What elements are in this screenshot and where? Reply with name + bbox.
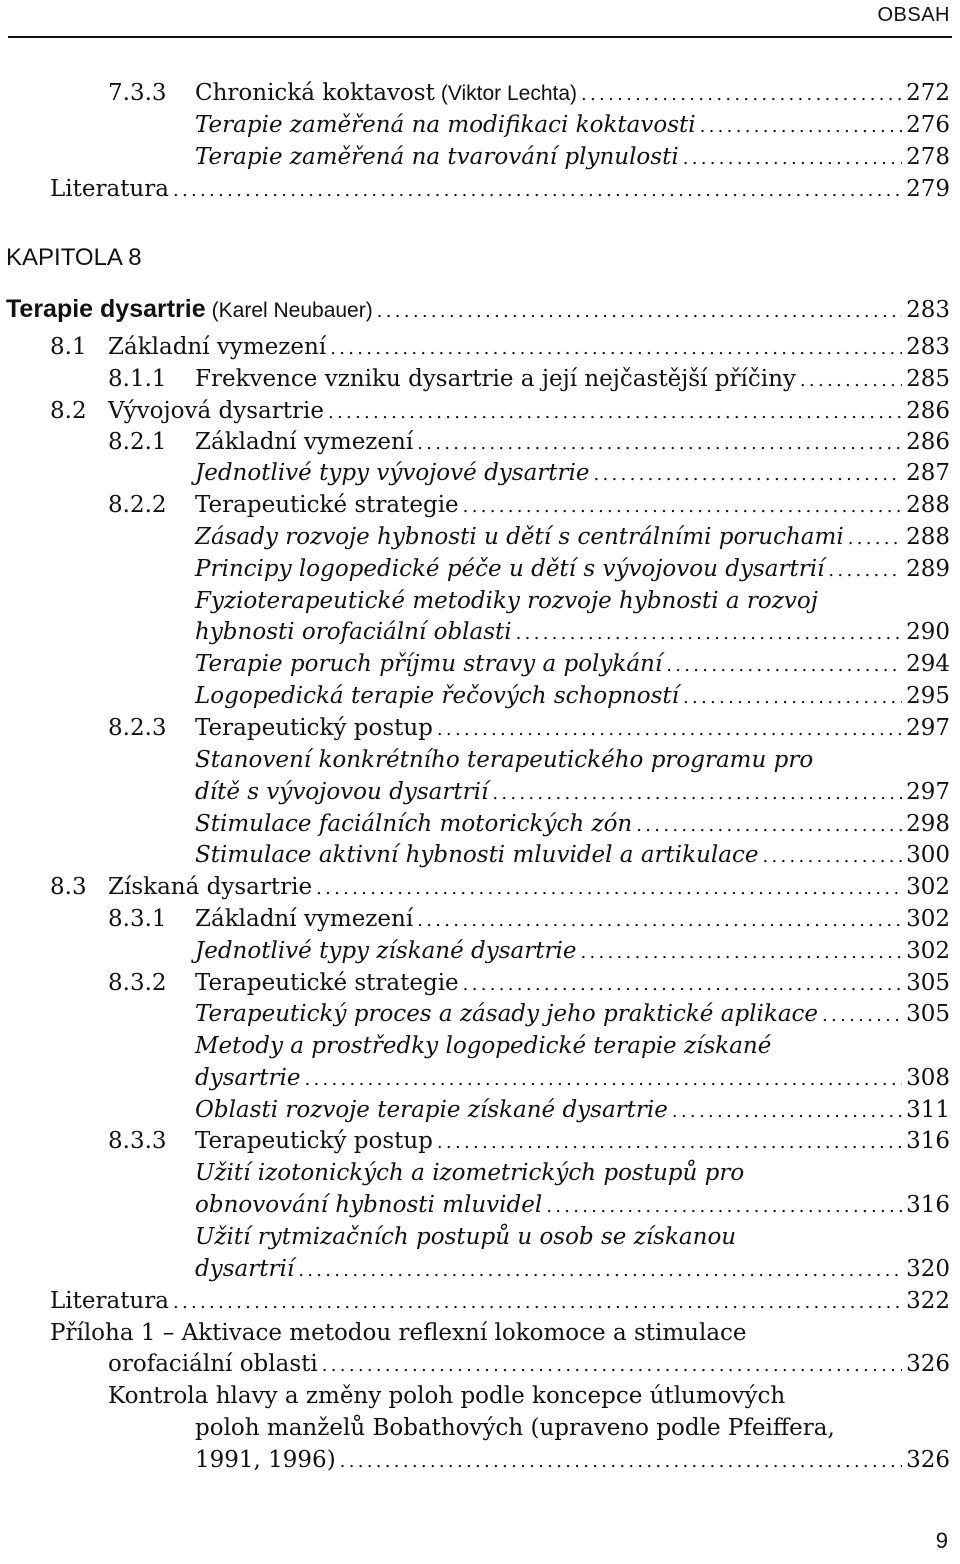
entry-number: 8.2.2 bbox=[108, 492, 167, 518]
toc-entry[interactable] bbox=[195, 458, 950, 489]
entry-title: Terapie poruch příjmu stravy a polykání bbox=[195, 651, 663, 677]
toc-entry[interactable] bbox=[195, 968, 950, 999]
entry-title: Jednotlivé typy vývojové dysartrie bbox=[195, 460, 590, 486]
running-header: OBSAH bbox=[877, 4, 950, 26]
leader-dots bbox=[330, 333, 902, 364]
entry-page: 290 bbox=[906, 619, 950, 645]
toc-entry[interactable] bbox=[195, 1190, 950, 1221]
entry-title: Terapeutický postup bbox=[195, 715, 433, 741]
leader-dots bbox=[666, 650, 902, 681]
toc-entry[interactable] bbox=[195, 1254, 950, 1285]
entry-number: 8.1.1 bbox=[108, 366, 167, 392]
entry-title: Terapeutické strategie bbox=[195, 492, 459, 518]
toc-entry-continued: poloh manželů Bobathových (upraveno podle Pfeiffera, bbox=[195, 1415, 835, 1441]
entry-page: 316 bbox=[906, 1128, 950, 1154]
entry-title: Jednotlivé typy získané dysartrie bbox=[195, 938, 577, 964]
toc-entry[interactable] bbox=[195, 110, 950, 141]
entry-page: 322 bbox=[906, 1288, 950, 1314]
toc-entry[interactable] bbox=[195, 809, 950, 840]
entry-title: 1991, 1996) bbox=[195, 1447, 336, 1473]
leader-dots bbox=[304, 1064, 902, 1095]
entry-page: 283 bbox=[906, 334, 950, 360]
leader-dots bbox=[173, 1287, 902, 1318]
entry-title: hybnosti orofaciální oblasti bbox=[195, 619, 512, 645]
toc-entry[interactable] bbox=[195, 840, 950, 871]
leader-dots bbox=[328, 397, 902, 428]
leader-dots bbox=[322, 1350, 902, 1381]
entry-page: 288 bbox=[906, 492, 950, 518]
entry-title: Základní vymezení bbox=[108, 334, 327, 360]
page-number: 9 bbox=[935, 1528, 948, 1553]
entry-title: Vývojová dysartrie bbox=[108, 398, 324, 424]
toc-entry[interactable] bbox=[195, 427, 950, 458]
entry-title: Terapeutický proces a zásady jeho praktické aplikace bbox=[195, 1001, 819, 1027]
entry-page: 283 bbox=[906, 297, 950, 323]
entry-page: 279 bbox=[906, 176, 950, 202]
entry-page: 305 bbox=[906, 1001, 950, 1027]
toc-entry[interactable] bbox=[195, 490, 950, 521]
entry-number: 7.3.3 bbox=[108, 80, 167, 106]
toc-entry[interactable] bbox=[108, 396, 950, 427]
entry-page: 302 bbox=[906, 874, 950, 900]
header-rule bbox=[8, 36, 952, 38]
leader-dots bbox=[463, 969, 902, 1000]
entry-number: 8.3.3 bbox=[108, 1128, 167, 1154]
entry-page: 297 bbox=[906, 779, 950, 805]
toc-entry-continued: Užití rytmizačních postupů u osob se získanou bbox=[195, 1224, 737, 1250]
toc-entry[interactable] bbox=[50, 174, 950, 205]
entry-title: Terapie zaměřená na modifikaci koktavosti bbox=[195, 112, 696, 138]
leader-dots bbox=[848, 523, 902, 554]
entry-page: 326 bbox=[906, 1351, 950, 1377]
leader-dots bbox=[437, 714, 902, 745]
entry-page: 302 bbox=[906, 938, 950, 964]
entry-title: Terapeutické strategie bbox=[195, 970, 459, 996]
leader-dots bbox=[636, 810, 902, 841]
toc-entry-continued: Stanovení konkrétního terapeutického programu pro bbox=[195, 747, 814, 773]
toc-entry[interactable] bbox=[108, 872, 950, 903]
leader-dots bbox=[417, 905, 902, 936]
entry-title: Terapeutický postup bbox=[195, 1128, 433, 1154]
entry-title: dysartrie bbox=[195, 1065, 301, 1091]
toc-entry[interactable] bbox=[195, 1063, 950, 1094]
entry-title: Frekvence vzniku dysartrie a její nejčastější příčiny bbox=[195, 366, 796, 392]
entry-title: Principy logopedické péče u dětí s vývojovou dysartrií bbox=[195, 556, 825, 582]
toc-entry[interactable] bbox=[195, 999, 950, 1030]
leader-dots bbox=[700, 111, 902, 142]
chapter-title: Terapie dysartrie bbox=[6, 295, 206, 323]
leader-dots bbox=[492, 778, 902, 809]
leader-dots bbox=[340, 1446, 902, 1477]
toc-entry[interactable] bbox=[108, 1349, 950, 1380]
leader-dots bbox=[683, 143, 902, 174]
entry-page: 311 bbox=[906, 1097, 950, 1123]
entry-page: 295 bbox=[906, 683, 950, 709]
entry-title: Získaná dysartrie bbox=[108, 874, 313, 900]
entry-title: Oblasti rozvoje terapie získané dysartrie bbox=[195, 1097, 668, 1123]
leader-dots bbox=[580, 937, 902, 968]
leader-dots bbox=[463, 491, 902, 522]
leader-dots bbox=[316, 873, 902, 904]
toc-entry[interactable] bbox=[195, 364, 950, 395]
leader-dots bbox=[581, 79, 902, 110]
leader-dots bbox=[672, 1096, 902, 1127]
entry-page: 276 bbox=[906, 112, 950, 138]
toc-entry[interactable] bbox=[195, 1445, 950, 1476]
toc-entry[interactable] bbox=[195, 649, 950, 680]
leader-dots bbox=[683, 682, 902, 713]
toc-entry-chapter[interactable] bbox=[6, 294, 950, 325]
entry-page: 278 bbox=[906, 144, 950, 170]
entry-title: Stimulace aktivní hybnosti mluvidel a artikulace bbox=[195, 842, 759, 868]
entry-title: Literatura bbox=[50, 1288, 169, 1314]
entry-number: 8.2.1 bbox=[108, 429, 167, 455]
entry-page: 308 bbox=[906, 1065, 950, 1091]
entry-page: 326 bbox=[906, 1447, 950, 1473]
leader-dots bbox=[822, 1000, 902, 1031]
entry-page: 297 bbox=[906, 715, 950, 741]
toc-entry[interactable] bbox=[195, 904, 950, 935]
leader-dots bbox=[298, 1255, 902, 1286]
toc-entry[interactable] bbox=[195, 554, 950, 585]
entry-page: 305 bbox=[906, 970, 950, 996]
entry-page: 300 bbox=[906, 842, 950, 868]
entry-page: 320 bbox=[906, 1256, 950, 1282]
toc-entry[interactable] bbox=[195, 936, 950, 967]
entry-author: (Viktor Lechta) bbox=[440, 82, 577, 105]
leader-dots bbox=[516, 618, 902, 649]
entry-number: 8.3 bbox=[50, 874, 87, 900]
entry-title: orofaciální oblasti bbox=[108, 1351, 318, 1377]
leader-dots bbox=[377, 296, 902, 327]
entry-number: 8.2.3 bbox=[108, 715, 167, 741]
leader-dots bbox=[828, 555, 902, 586]
entry-number: 8.3.2 bbox=[108, 970, 167, 996]
toc-entry[interactable] bbox=[195, 777, 950, 808]
toc-entry[interactable] bbox=[195, 681, 950, 712]
leader-dots bbox=[800, 365, 902, 396]
toc-entry[interactable] bbox=[195, 713, 950, 744]
toc-entry-continued: Kontrola hlavy a změny poloh podle koncepce útlumových bbox=[108, 1383, 786, 1409]
entry-page: 288 bbox=[906, 524, 950, 550]
leader-dots bbox=[546, 1191, 902, 1222]
entry-title: dysartrií bbox=[195, 1256, 295, 1282]
toc-entry[interactable] bbox=[108, 332, 950, 363]
entry-title: Stimulace faciálních motorických zón bbox=[195, 811, 633, 837]
toc-entry[interactable] bbox=[50, 1286, 950, 1317]
entry-title: dítě s vývojovou dysartrií bbox=[195, 779, 489, 805]
toc-entry[interactable] bbox=[195, 142, 950, 173]
entry-number: 8.1 bbox=[50, 334, 87, 360]
entry-number: 8.3.1 bbox=[108, 906, 167, 932]
leader-dots bbox=[173, 175, 902, 206]
entry-title: Literatura bbox=[50, 176, 169, 202]
entry-title: Zásady rozvoje hybnosti u dětí s centrálními poruchami bbox=[195, 524, 844, 550]
entry-page: 289 bbox=[906, 556, 950, 582]
entry-title: Základní vymezení bbox=[195, 906, 414, 932]
toc-entry[interactable] bbox=[195, 1126, 950, 1157]
toc-entry[interactable] bbox=[195, 78, 950, 109]
entry-page: 285 bbox=[906, 366, 950, 392]
entry-page: 302 bbox=[906, 906, 950, 932]
leader-dots bbox=[437, 1127, 902, 1158]
toc-entry[interactable] bbox=[195, 1095, 950, 1126]
entry-title: Terapie zaměřená na tvarování plynulosti bbox=[195, 144, 679, 170]
toc-entry-continued: Metody a prostředky logopedické terapie získané bbox=[195, 1033, 772, 1059]
entry-page: 286 bbox=[906, 398, 950, 424]
toc-entry-continued: Užití izotonických a izometrických postupů pro bbox=[195, 1160, 745, 1186]
entry-title: Logopedická terapie řečových schopností bbox=[195, 683, 679, 709]
toc-entry[interactable] bbox=[195, 522, 950, 553]
leader-dots bbox=[762, 841, 902, 872]
entry-page: 316 bbox=[906, 1192, 950, 1218]
chapter-label: KAPITOLA 8 bbox=[6, 244, 142, 271]
entry-page: 272 bbox=[906, 80, 950, 106]
toc-entry-continued: Fyzioterapeutické metodiky rozvoje hybnosti a rozvoj bbox=[195, 588, 818, 614]
entry-title: Chronická koktavost bbox=[195, 80, 435, 106]
entry-title: obnovování hybnosti mluvidel bbox=[195, 1192, 543, 1218]
entry-title: Základní vymezení bbox=[195, 429, 414, 455]
entry-author: (Karel Neubauer) bbox=[211, 299, 373, 322]
entry-page: 287 bbox=[906, 460, 950, 486]
entry-number: 8.2 bbox=[50, 398, 87, 424]
entry-page: 298 bbox=[906, 811, 950, 837]
toc-entry-continued: Příloha 1 – Aktivace metodou reflexní lokomoce a stimulace bbox=[50, 1320, 747, 1346]
entry-page: 294 bbox=[906, 651, 950, 677]
leader-dots bbox=[594, 459, 903, 490]
entry-page: 286 bbox=[906, 429, 950, 455]
toc-entry[interactable] bbox=[195, 617, 950, 648]
leader-dots bbox=[417, 428, 902, 459]
